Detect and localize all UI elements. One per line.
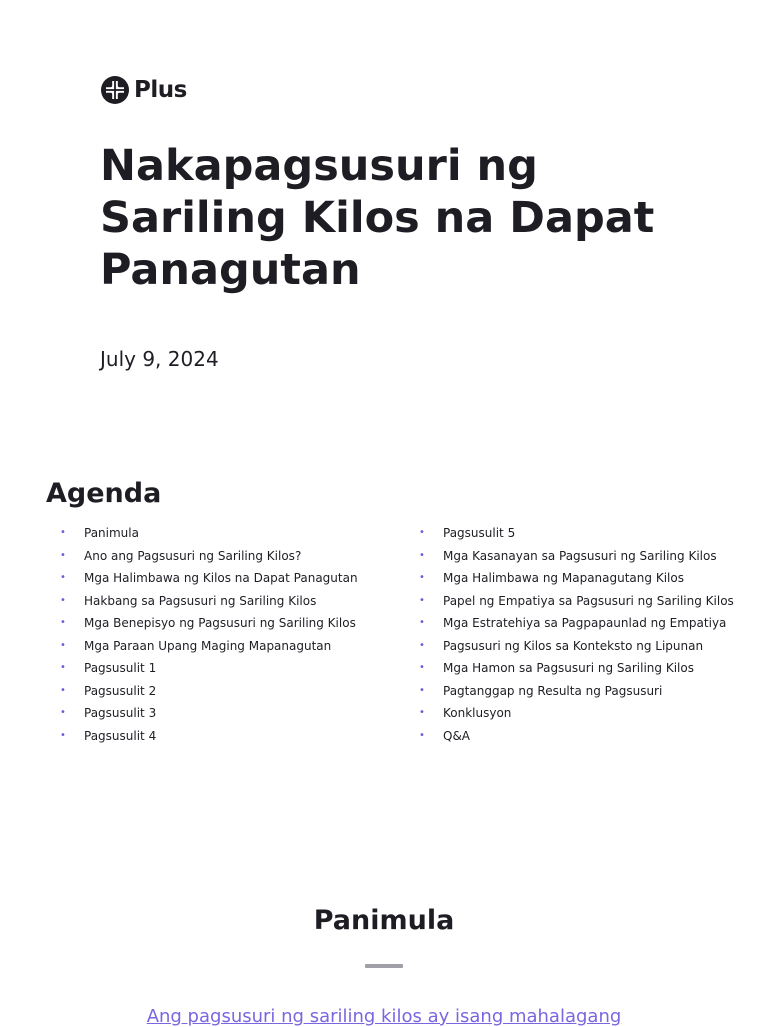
bullet-icon: • — [60, 527, 66, 538]
agenda-item — [60, 702, 400, 725]
agenda-item-label: Pagsusulit 2 — [84, 683, 157, 698]
section-divider — [365, 964, 403, 968]
bullet-icon: • — [60, 549, 66, 561]
agenda-item-label: Ano ang Pagsusuri ng Sariling Kilos? — [84, 548, 302, 563]
agenda-item — [60, 612, 400, 635]
agenda-list-right — [419, 522, 759, 747]
section-intro-text: Ang pagsusuri ng sariling kilos ay isang mahalagang — [146, 1006, 622, 1027]
bullet-icon: • — [60, 662, 66, 673]
agenda-item — [60, 522, 400, 545]
agenda-item-label: Mga Halimbawa ng Mapanagutang Kilos — [443, 571, 684, 585]
bullet-icon: • — [419, 729, 425, 741]
agenda-item-label: Konklusyon — [443, 706, 512, 720]
agenda-item-label: Mga Hamon sa Pagsusuri ng Sariling Kilos — [443, 661, 694, 675]
plus-logo-icon — [101, 76, 129, 104]
agenda-item-label: Hakbang sa Pagsusuri ng Sariling Kilos — [84, 593, 317, 608]
agenda-item-label: Q&A — [443, 728, 471, 743]
agenda-item — [419, 590, 759, 613]
bullet-icon: • — [419, 572, 425, 583]
agenda-item — [60, 680, 400, 703]
document-title: Nakapagsusuri ng Sariling Kilos na Dapat Panagutan — [100, 141, 655, 295]
agenda-heading: Agenda — [46, 478, 162, 509]
agenda-item-label: Pagsusulit 1 — [84, 661, 157, 675]
bullet-icon: • — [419, 662, 425, 673]
agenda-item — [60, 590, 400, 613]
bullet-icon: • — [419, 707, 425, 718]
bullet-icon: • — [60, 684, 66, 696]
agenda-item — [60, 567, 400, 590]
bullet-icon: • — [419, 617, 425, 628]
agenda-item — [419, 725, 759, 748]
agenda-item-label: Pagsusulit 5 — [443, 526, 516, 540]
agenda-item — [419, 680, 759, 703]
bullet-icon: • — [419, 594, 425, 606]
bullet-icon: • — [419, 639, 425, 651]
agenda-item — [419, 635, 759, 658]
agenda-item-label: Pagtanggap ng Resulta ng Pagsusuri — [443, 683, 663, 698]
agenda-item-label: Pagsusulit 3 — [84, 706, 157, 720]
bullet-icon: • — [419, 684, 425, 696]
bullet-icon: • — [60, 572, 66, 583]
agenda-item-label: Mga Kasanayan sa Pagsusuri ng Sariling Kilos — [443, 548, 717, 563]
bullet-icon: • — [60, 617, 66, 628]
agenda-list-left — [60, 522, 400, 747]
agenda-item — [419, 567, 759, 590]
agenda-item-label: Mga Benepisyo ng Pagsusuri ng Sariling Kilos — [84, 616, 356, 630]
agenda-item-label: Mga Paraan Upang Maging Mapanagutan — [84, 638, 332, 653]
agenda-item — [419, 702, 759, 725]
bullet-icon: • — [419, 527, 425, 538]
bullet-icon: • — [60, 639, 66, 651]
agenda-item-label: Mga Estratehiya sa Pagpapaunlad ng Empatiya — [443, 616, 727, 630]
agenda-item — [419, 545, 759, 568]
agenda-item — [419, 612, 759, 635]
brand-name: Plus — [134, 77, 187, 103]
agenda-item — [60, 545, 400, 568]
agenda-item-label: Papel ng Empatiya sa Pagsusuri ng Sariling Kilos — [443, 593, 734, 608]
brand-logo — [101, 76, 187, 104]
agenda-item — [419, 522, 759, 545]
section-heading: Panimula — [313, 905, 455, 936]
bullet-icon: • — [60, 594, 66, 606]
agenda-item-label: Mga Halimbawa ng Kilos na Dapat Panagutan — [84, 571, 358, 585]
bullet-icon: • — [60, 707, 66, 718]
agenda-item-label: Panimula — [84, 526, 139, 540]
document-date: July 9, 2024 — [100, 347, 219, 371]
agenda-item — [60, 725, 400, 748]
agenda-item-label: Pagsusuri ng Kilos sa Konteksto ng Lipunan — [443, 638, 704, 653]
bullet-icon: • — [419, 549, 425, 561]
agenda-item — [419, 657, 759, 680]
bullet-icon: • — [60, 729, 66, 741]
agenda-item-label: Pagsusulit 4 — [84, 728, 157, 743]
agenda-item — [60, 657, 400, 680]
agenda-item — [60, 635, 400, 658]
